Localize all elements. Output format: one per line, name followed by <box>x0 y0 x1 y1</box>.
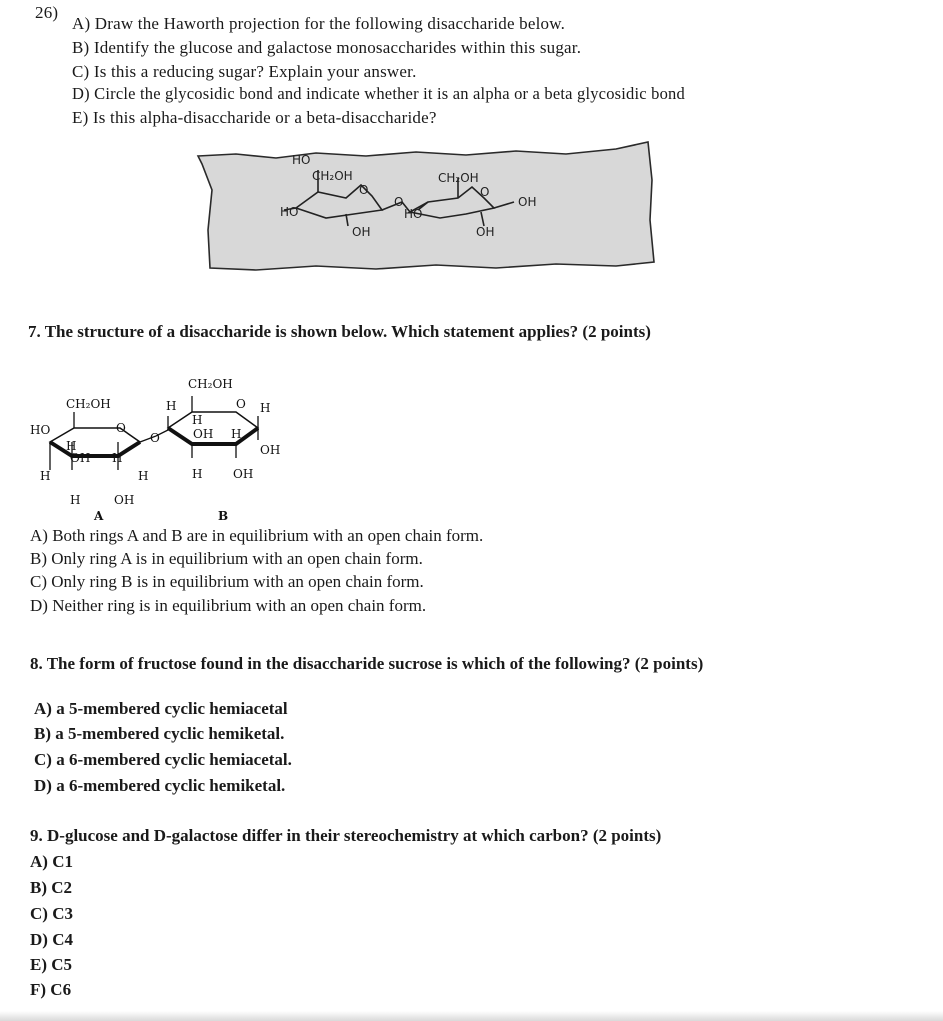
question-7-option-c: C) Only ring B is in equilibrium with an open chain form. <box>30 572 424 591</box>
label-o-b: O <box>236 397 246 411</box>
torn-paper-shape <box>198 142 654 270</box>
question-7-stem: 7. The structure of a disaccharide is shown below. Which statement applies? (2 points) <box>28 322 651 341</box>
disaccharide-sketch <box>196 140 656 274</box>
question-9-option-c: C) C3 <box>30 904 73 923</box>
label-oh-a1: OH <box>70 451 91 465</box>
question-26-part-c: C) Is this a reducing sugar? Explain your answer. <box>72 62 417 81</box>
scan-bottom-shadow <box>0 1011 943 1021</box>
question-8-option-d: D) a 6-membered cyclic hemiketal. <box>34 776 286 795</box>
question-26-part-a: A) Draw the Haworth projection for the following disaccharide below. <box>72 14 566 33</box>
label-ho-mid: HO <box>404 207 423 221</box>
label-h-b4: H <box>231 427 242 441</box>
label-h-a1: H <box>66 439 77 453</box>
ring-a-label: A <box>94 509 104 523</box>
label-ch2oh-right: CH₂OH <box>438 171 479 185</box>
label-ch2oh-b: CH₂OH <box>188 377 233 391</box>
label-o-a: O <box>116 421 126 435</box>
question-26-number: 26) <box>35 3 59 22</box>
label-oh-bottom-right: OH <box>476 225 495 239</box>
question-26-part-e: E) Is this alpha-disaccharide or a beta-disaccharide? <box>72 108 437 127</box>
question-7-option-a: A) Both rings A and B are in equilibrium with an open chain form. <box>30 526 484 545</box>
label-h-a2: H <box>112 451 123 465</box>
question-9-option-a: A) C1 <box>30 852 73 871</box>
label-o-link: O <box>394 195 404 209</box>
torn-paper-figure <box>196 140 656 274</box>
question-26-part-d: D) Circle the glycosidic bond and indicate whether it is an alpha or a beta glycosidic bond <box>72 84 685 103</box>
question-26-part-b: B) Identify the glucose and galactose monosaccharides within this sugar. <box>72 38 582 57</box>
haworth-figure <box>30 368 300 526</box>
label-h-b3: H <box>192 413 203 427</box>
haworth-projection <box>30 368 300 526</box>
label-o-ring-left: O <box>359 183 369 197</box>
question-9-option-d: D) C4 <box>30 930 73 949</box>
question-9-option-e: E) C5 <box>30 955 73 974</box>
label-ho-top: HO <box>292 153 311 167</box>
ring-a-thick-edge <box>50 442 140 456</box>
question-8-option-b: B) a 5-membered cyclic hemiketal. <box>34 724 285 743</box>
label-o-link: O <box>150 431 160 445</box>
label-oh-bottom-left: OH <box>352 225 371 239</box>
question-9-option-f: F) C6 <box>30 980 72 999</box>
question-9-option-b: B) C2 <box>30 878 73 897</box>
label-ch2oh-left: CH₂OH <box>312 169 353 183</box>
label-ho: HO <box>30 423 51 437</box>
question-7-option-d: D) Neither ring is in equilibrium with an open chain form. <box>30 596 427 615</box>
question-8-option-a: A) a 5-membered cyclic hemiacetal <box>34 699 288 718</box>
label-oh-right: OH <box>518 195 537 209</box>
label-ho-left: HO <box>280 205 299 219</box>
question-8-stem: 8. The form of fructose found in the disaccharide sucrose is which of the following? (2 points) <box>30 654 704 673</box>
label-h-a3: H <box>40 469 51 483</box>
question-8-option-c: C) a 6-membered cyclic hemiacetal. <box>34 750 292 769</box>
label-h-b1: H <box>166 399 177 413</box>
label-h-a4: H <box>138 469 149 483</box>
question-7-option-b: B) Only ring A is in equilibrium with an open chain form. <box>30 549 423 568</box>
label-oh-b2: OH <box>260 443 281 457</box>
label-o-ring-right: O <box>480 185 490 199</box>
label-h-b2: H <box>260 401 271 415</box>
label-oh-b1: OH <box>193 427 214 441</box>
label-h-b5: H <box>192 467 203 481</box>
ring-b-label: B <box>218 509 229 523</box>
question-9-stem: 9. D-glucose and D-galactose differ in their stereochemistry at which carbon? (2 points) <box>30 826 662 845</box>
label-oh-a2: OH <box>114 493 135 507</box>
label-h-a5: H <box>70 493 81 507</box>
label-oh-b3: OH <box>233 467 254 481</box>
label-ch2oh-a: CH₂OH <box>66 397 111 411</box>
